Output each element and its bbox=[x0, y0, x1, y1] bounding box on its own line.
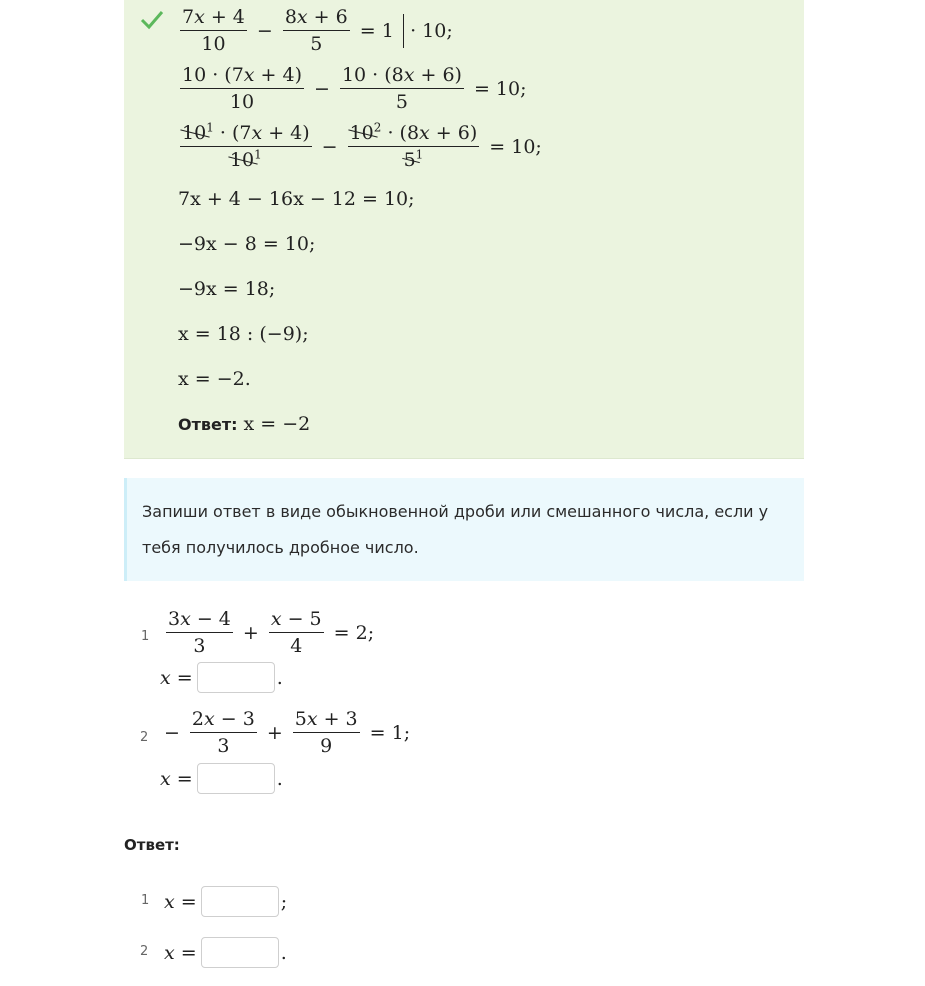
answer-1-x-label: x = bbox=[164, 890, 197, 913]
solution-equation-2: $\frac{10 \cdot (7x + 4)}{10}$ − $\frac{10 \cdot (8x + 6)}{5}$ = 10; bbox=[182, 64, 527, 113]
task-1-answer-row bbox=[160, 662, 283, 693]
answer-1-input[interactable] bbox=[201, 886, 279, 917]
task-1-equation: $\frac{3x - 4}{3}$ + $\frac{x - 5}{4}$ = 2; bbox=[168, 608, 375, 657]
solution-equation-1: $\frac{7x + 4}{10}$ − $\frac{8x + 6}{5}$ = 1 · 10; bbox=[182, 6, 453, 55]
checkmark-icon bbox=[140, 8, 164, 32]
instruction-text: Запиши ответ в виде обыкновенной дроби или смешанного числа, если у тебя получилось дробное число. bbox=[142, 502, 769, 557]
answer-2-x-label: x = bbox=[164, 941, 197, 964]
solution-step-2: −9x − 8 = 10; bbox=[178, 233, 316, 255]
instruction-box bbox=[124, 478, 804, 581]
task-1-end-mark: . bbox=[276, 666, 283, 689]
solution-step-3: −9x = 18; bbox=[178, 278, 276, 300]
answer-1-end-mark: ; bbox=[280, 890, 288, 913]
answer-1-index: 1 bbox=[141, 893, 150, 908]
task-2-index: 2 bbox=[140, 730, 149, 745]
answer-1-row bbox=[164, 886, 287, 917]
solution-step-5: x = −2. bbox=[178, 368, 251, 390]
task-2-equation: − $\frac{2x - 3}{3}$ + $\frac{5x + 3}{9}$ = 1; bbox=[164, 708, 411, 757]
solution-equation-3: $\frac{10^1 \cdot (7x + 4)}{10^1}$ − $\frac{10^2 \cdot (8x + 6)}{5^1}$ = 10; bbox=[182, 120, 542, 171]
solution-answer-label: Ответ: bbox=[178, 414, 238, 434]
task-2-answer-input[interactable] bbox=[197, 763, 275, 794]
solution-step-4: x = 18 : (−9); bbox=[178, 323, 309, 345]
task-2-end-mark: . bbox=[276, 767, 283, 790]
task-2-x-label: x = bbox=[160, 767, 193, 790]
task-1-answer-input[interactable] bbox=[197, 662, 275, 693]
answer-2-input[interactable] bbox=[201, 937, 279, 968]
answer-2-index: 2 bbox=[140, 944, 149, 959]
task-1-x-label: x = bbox=[160, 666, 193, 689]
answer-2-end-mark: . bbox=[280, 941, 287, 964]
solution-answer-value: x = −2 bbox=[243, 413, 311, 435]
solution-answer bbox=[178, 413, 310, 435]
task-1-index: 1 bbox=[141, 629, 150, 644]
solution-step-1: 7x + 4 − 16x − 12 = 10; bbox=[178, 188, 415, 210]
answer-section-label: Ответ: bbox=[124, 836, 180, 854]
answer-2-row bbox=[164, 937, 287, 968]
task-2-answer-row bbox=[160, 763, 283, 794]
